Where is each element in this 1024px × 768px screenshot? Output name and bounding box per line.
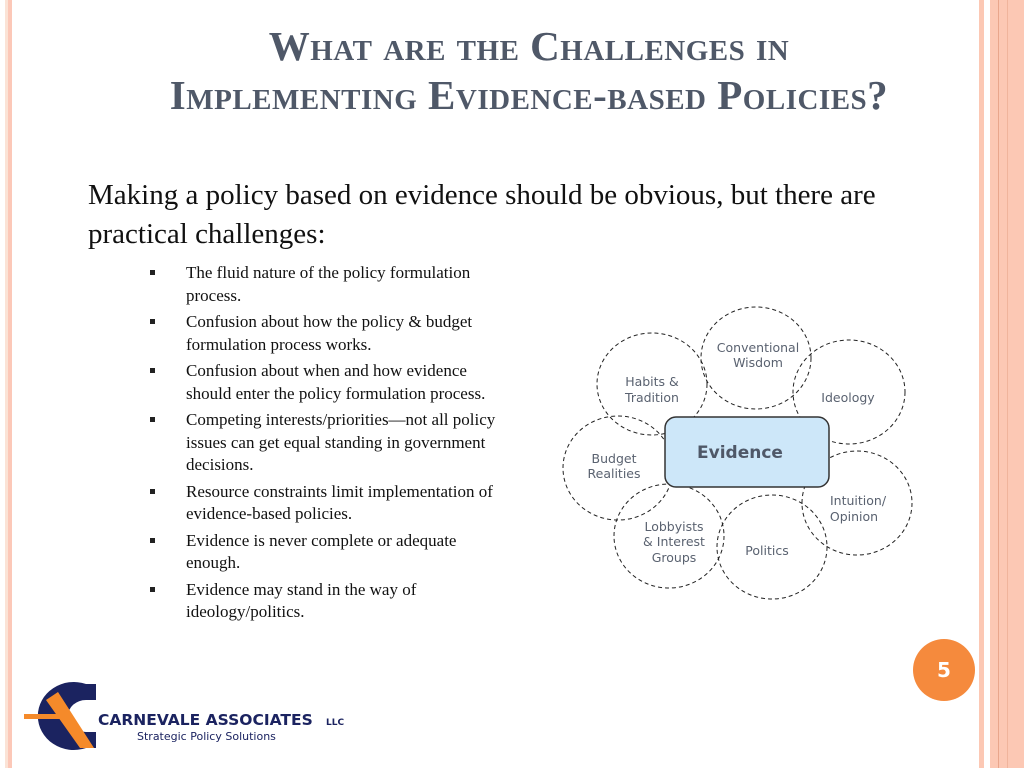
ideology-label: Ideology: [821, 390, 875, 405]
list-item: Confusion about how the policy & budget formulation process works.: [150, 311, 500, 356]
conventional-label: Conventional Wisdom: [716, 340, 800, 370]
list-item: Competing interests/priorities—not all policy issues can get equal standing in government decisions.: [150, 409, 500, 477]
title-line-1: What are the Challenges in: [268, 23, 790, 69]
lobbyists-label: Lobbyists & Interest Groups: [643, 519, 705, 565]
list-item: The fluid nature of the policy formulation process.: [150, 262, 500, 307]
logo-tagline: Strategic Policy Solutions: [137, 730, 276, 743]
carnevale-associates-logo: [24, 682, 364, 754]
list-item: Resource constraints limit implementation of evidence-based policies.: [150, 481, 500, 526]
intuition-label: Intuition/ Opinion: [829, 493, 887, 524]
politics-label: Politics: [745, 543, 789, 558]
page-number-badge: 5: [913, 639, 975, 701]
list-item: Evidence is never complete or adequate enough.: [150, 530, 500, 575]
habits-label: Habits & Tradition: [625, 374, 679, 405]
logo-llc: LLC: [326, 718, 345, 728]
logo-orange-bar: [24, 714, 60, 719]
evidence-label: Evidence: [697, 443, 783, 463]
title-line-2: Implementing Evidence-based Policies?: [169, 72, 889, 118]
list-item: Confusion about when and how evidence should enter the policy formulation process.: [150, 360, 500, 405]
intro-text: Making a policy based on evidence should be obvious, but there are practical challenges:: [88, 179, 876, 250]
logo-company-name: CARNEVALE ASSOCIATES: [98, 711, 313, 729]
list-item: Evidence may stand in the way of ideology/politics.: [150, 579, 500, 624]
budget-label: Budget Realities: [587, 451, 641, 481]
